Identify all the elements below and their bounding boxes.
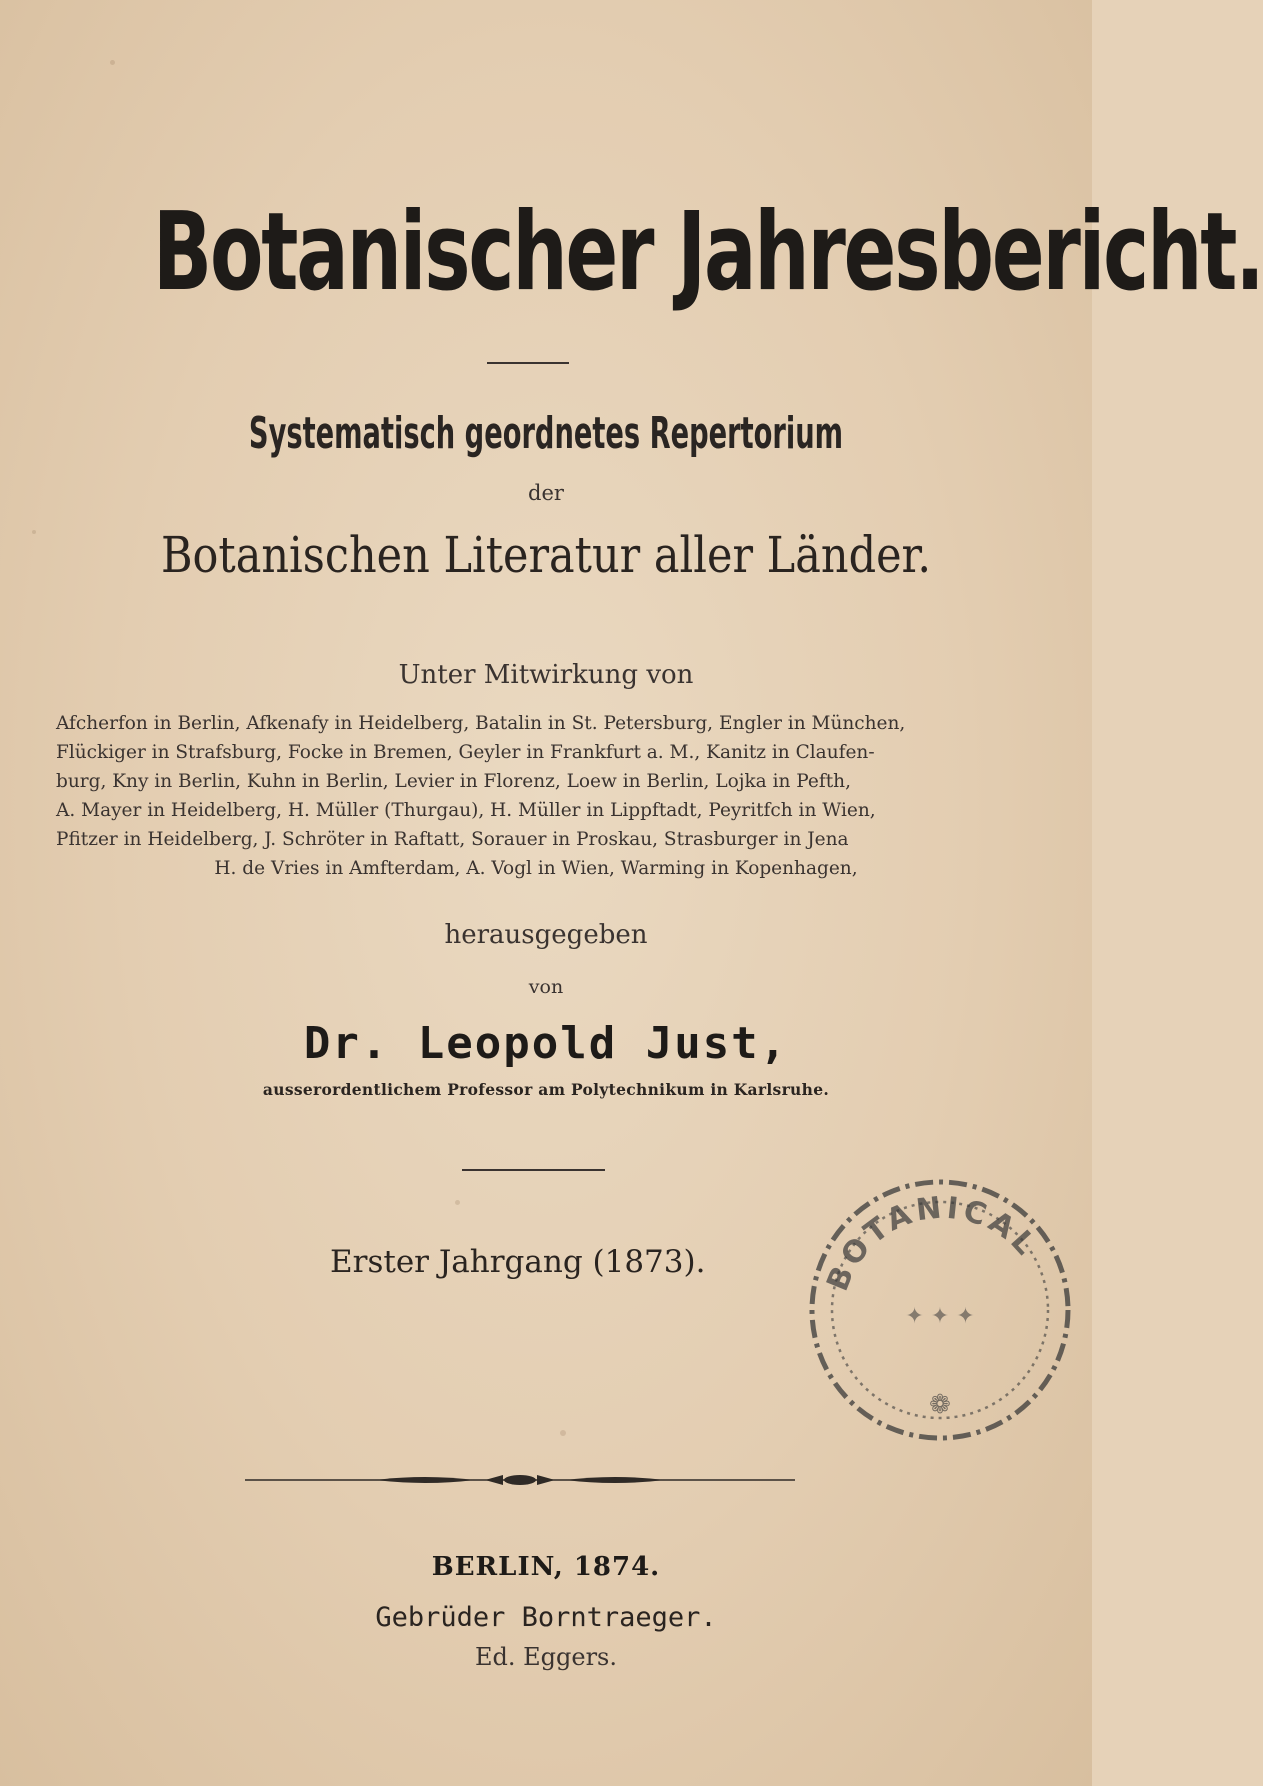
title-rule [487,362,569,364]
by-label: von [528,976,564,998]
place-year: BERLIN, 1874. [431,1552,661,1582]
book-title: Botanischer Jahresbericht. [152,190,1263,315]
paper-speck [110,60,115,65]
edited-label: herausgegeben [444,920,648,950]
contributors-line: burg, Kny in Berlin, Kuhn in Berlin, Levier in Florenz, Loew in Berlin, Lojka in Pefth, [56,771,851,792]
editor-name: Dr. Leopold Just, [303,1018,789,1069]
paper-speck [560,1430,566,1436]
editor-title: ausserordentlichem Professor am Polytechnikum in Karlsruhe. [262,1080,830,1099]
subtitle: Systematisch geordnetes Repertorium [248,408,844,459]
contributors-line: Flückiger in Strafsburg, Focke in Bremen, Geyler in Frankfurt a. M., Kanitz in Claufen- [56,742,875,763]
stamp-emblem-icon: ❁ [929,1390,951,1420]
svg-text:BOTANICAL [820,1190,1044,1296]
contributors-line: A. Mayer in Heidelberg, H. Müller (Thurgau), H. Müller in Lippftadt, Peyritfch in Wien, [56,800,876,821]
der-label: der [528,481,564,505]
publisher: Gebrüder Borntraeger. [375,1602,717,1633]
stamp-center-mark: ✦ ✦ ✦ [905,1304,975,1329]
printer: Ed. Eggers. [474,1643,617,1671]
literature-title: Botanischen Literatur aller Länder. [160,526,932,584]
contributors-line: Pfitzer in Heidelberg, J. Schröter in Raftatt, Sorauer in Proskau, Strasburger in Jena [56,829,849,850]
volume-label: Erster Jahrgang (1873). [330,1244,706,1280]
paper-speck [32,530,36,534]
contributors-line: Afcherfon in Berlin, Afkenafy in Heidelberg, Batalin in St. Petersburg, Engler in München, [56,713,906,734]
contributors-line: H. de Vries in Amfterdam, A. Vogl in Wien, Warming in Kopenhagen, [214,858,858,879]
section-rule [462,1169,605,1171]
ornamental-divider [245,1472,795,1488]
stamp-text: BOTANICAL [820,1190,1045,1296]
contributors-list [56,709,1016,883]
paper-speck [455,1200,460,1205]
collaboration-heading: Unter Mitwirkung von [398,660,694,690]
library-stamp [798,1168,1083,1453]
